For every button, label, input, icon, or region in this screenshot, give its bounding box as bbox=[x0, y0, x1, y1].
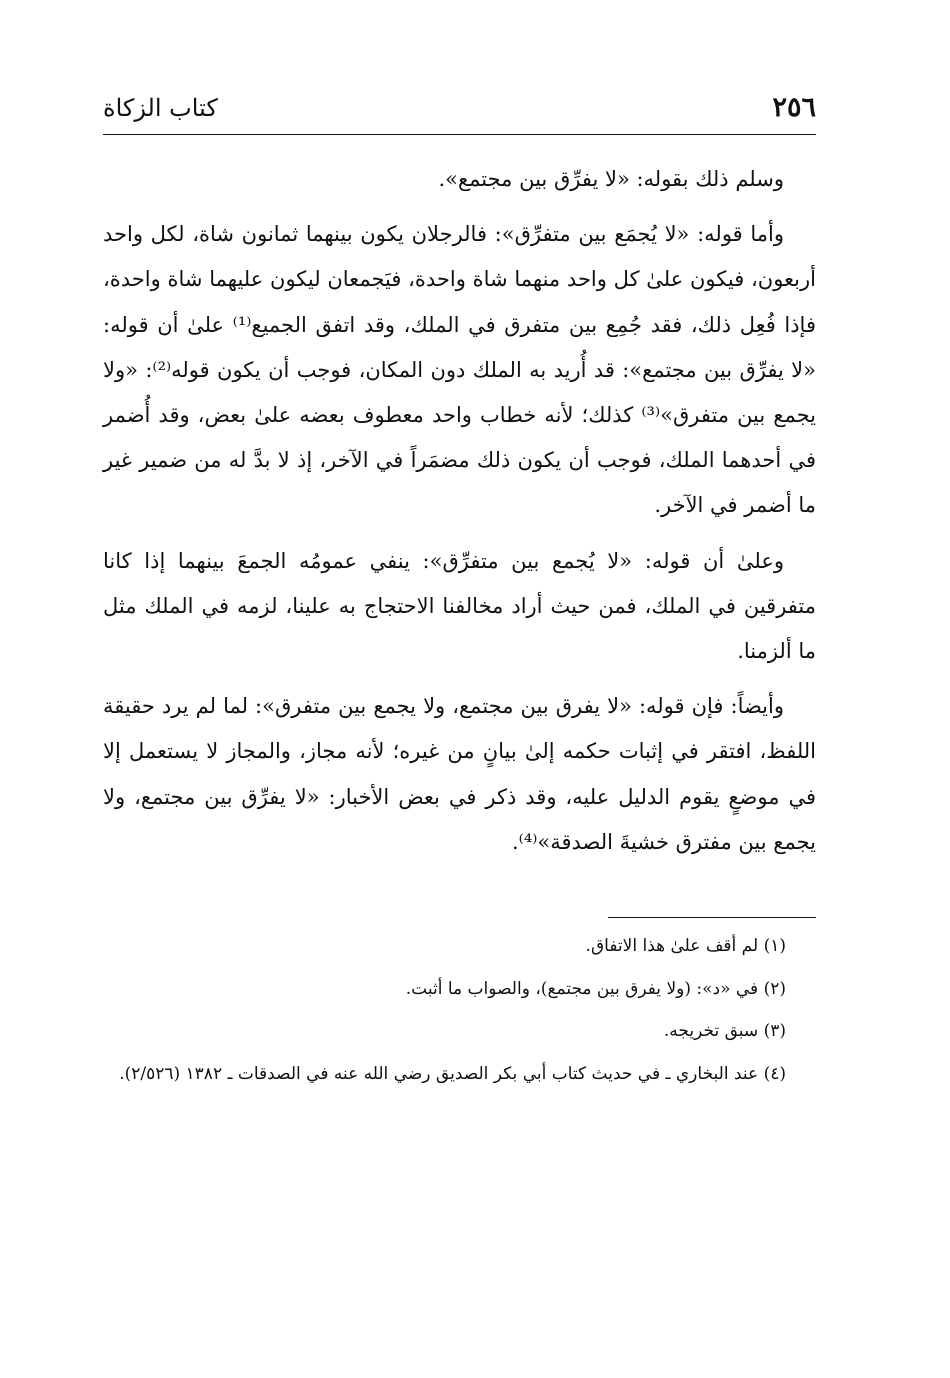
running-title: كتاب الزكاة bbox=[103, 94, 218, 122]
main-text bbox=[103, 157, 816, 865]
footnote-2: (٢) في «د»: (ولا يفرق بين مجتمع)، والصواب ما أثبت. bbox=[405, 978, 786, 999]
footnote-4: (٤) عند البخاري ـ في حديث كتاب أبي بكر الصديق رضي الله عنه في الصدقات ـ ١٣٨٢ (٢/٥٢٦). bbox=[119, 1063, 786, 1084]
footnotes bbox=[103, 928, 816, 1092]
footnote-3: (٣) سبق تخريجه. bbox=[663, 1021, 786, 1042]
book-page bbox=[103, 90, 816, 1098]
paragraph-2: وأما قوله: «لا يُجمَع بين متفرِّق»: فالرجلان يكون بينهما ثمانون شاة، لكل واحد أربعون، فيكون علىٰ كل واحد منهما شاة واحدة، فيَجمعان ليكون عليهما شاة واحدة، فإذا فُعِل ذلك، فقد جُمِع بين متفرق في الملك، وقد اتفق الجميع⁽¹⁾ علىٰ أن قوله: «لا يفرِّق بين مجتمع»: قد أُريد به الملك دون المكان، فوجب أن يكون قوله⁽²⁾: «ولا يجمع بين متفرق»⁽³⁾ كذلك؛ لأنه خطاب واحد معطوف بعضه علىٰ بعض، وقد أُضمر في أحدهما الملك، فوجب أن يكون ذلك مضمَراً في الآخر، إذ لا بدَّ له من ضمير غير ما أضمر في الآخر. bbox=[103, 222, 816, 518]
paragraph-4: وأيضاً: فإن قوله: «لا يفرق بين مجتمع، ولا يجمع بين متفرق»: لما لم يرد حقيقة اللفظ، افتقر في إثبات حكمه إلىٰ بيانٍ من غيره؛ لأنه مجاز، والمجاز لا يستعمل إلا في موضعٍ يقوم الدليل عليه، وقد ذكر في بعض الأخبار: «لا يفرِّق بين مجتمع، ولا يجمع بين مفترق خشيةَ الصدقة»⁽⁴⁾. bbox=[103, 694, 816, 854]
footnote-divider bbox=[608, 917, 816, 918]
page-header bbox=[103, 90, 816, 135]
paragraph-1: وسلم ذلك بقوله: «لا يفرِّق بين مجتمع». bbox=[438, 167, 784, 191]
paragraph-3: وعلىٰ أن قوله: «لا يُجمع بين متفرِّق»: ينفي عمومُه الجمعَ بينهما إذا كانا متفرقين في الملك، فمن حيث أراد مخالفنا الاحتجاج به علينا، لزمه في الملك مثل ما ألزمنا. bbox=[103, 548, 816, 664]
footnote-1: (١) لم أقف علىٰ هذا الاتفاق. bbox=[585, 936, 786, 957]
page-number: ٢٥٦ bbox=[772, 92, 816, 123]
